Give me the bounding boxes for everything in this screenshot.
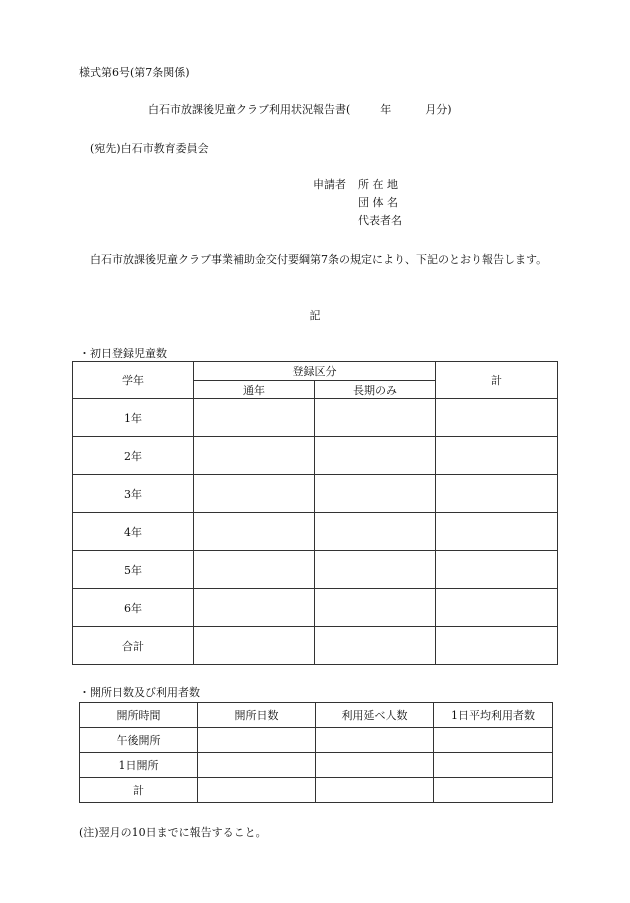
input-cell[interactable]	[194, 399, 315, 437]
header-total-users: 利用延べ人数	[316, 703, 434, 728]
row-label: 計	[80, 778, 198, 803]
applicant-label: 申請者	[313, 178, 346, 191]
opening-days-table	[79, 702, 553, 803]
input-cell[interactable]	[198, 753, 316, 778]
input-cell[interactable]	[194, 513, 315, 551]
header-opening-time: 開所時間	[80, 703, 198, 728]
input-cell[interactable]	[434, 753, 553, 778]
input-cell[interactable]	[315, 399, 436, 437]
row-label: 4年	[73, 513, 194, 551]
table-row	[73, 627, 558, 665]
input-cell[interactable]	[436, 513, 558, 551]
row-label: 3年	[73, 475, 194, 513]
registered-children-table	[72, 361, 558, 665]
input-cell[interactable]	[434, 778, 553, 803]
input-cell[interactable]	[194, 475, 315, 513]
input-cell[interactable]	[315, 627, 436, 665]
addressee: (宛先)白石市教育委員会	[90, 142, 209, 155]
table-row	[73, 437, 558, 475]
input-cell[interactable]	[315, 551, 436, 589]
input-cell[interactable]	[436, 399, 558, 437]
table-row	[80, 778, 553, 803]
table-row	[73, 475, 558, 513]
row-label: 午後開所	[80, 728, 198, 753]
table-row	[80, 728, 553, 753]
input-cell[interactable]	[194, 437, 315, 475]
input-cell[interactable]	[436, 589, 558, 627]
input-cell[interactable]	[315, 437, 436, 475]
applicant-block	[313, 176, 402, 230]
input-cell[interactable]	[434, 728, 553, 753]
row-label: 6年	[73, 589, 194, 627]
header-daily-average: 1日平均利用者数	[434, 703, 553, 728]
input-cell[interactable]	[436, 475, 558, 513]
table-row	[73, 551, 558, 589]
section2-title: ・開所日数及び利用者数	[79, 686, 200, 699]
ki-heading: 記	[309, 309, 321, 322]
applicant-field-representative: 代表者名	[358, 214, 402, 227]
title-year-label: 年	[380, 103, 392, 116]
input-cell[interactable]	[194, 627, 315, 665]
input-cell[interactable]	[316, 778, 434, 803]
form-number: 様式第6号(第7条関係)	[79, 66, 190, 79]
table-row	[73, 399, 558, 437]
header-regular: 通年	[194, 381, 315, 399]
header-long-term: 長期のみ	[315, 381, 436, 399]
row-label: 1年	[73, 399, 194, 437]
input-cell[interactable]	[194, 589, 315, 627]
header-grade: 学年	[73, 362, 194, 399]
row-label: 1日開所	[80, 753, 198, 778]
input-cell[interactable]	[436, 551, 558, 589]
footnote: (注)翌月の10日までに報告すること。	[79, 826, 267, 839]
input-cell[interactable]	[198, 728, 316, 753]
header-opening-days: 開所日数	[198, 703, 316, 728]
table-header-row	[73, 362, 558, 381]
title-main: 白石市放課後児童クラブ利用状況報告書(	[148, 103, 351, 116]
applicant-field-organization: 団 体 名	[358, 196, 398, 209]
row-label: 合計	[73, 627, 194, 665]
input-cell[interactable]	[436, 437, 558, 475]
applicant-field-address: 所 在 地	[358, 178, 398, 191]
section1-title: ・初日登録児童数	[79, 347, 167, 360]
input-cell[interactable]	[316, 753, 434, 778]
input-cell[interactable]	[315, 513, 436, 551]
page-title	[148, 101, 452, 117]
table-row	[80, 753, 553, 778]
input-cell[interactable]	[316, 728, 434, 753]
input-cell[interactable]	[436, 627, 558, 665]
input-cell[interactable]	[315, 475, 436, 513]
input-cell[interactable]	[198, 778, 316, 803]
table-header-row	[80, 703, 553, 728]
table-row	[73, 513, 558, 551]
input-cell[interactable]	[194, 551, 315, 589]
table-row	[73, 589, 558, 627]
row-label: 2年	[73, 437, 194, 475]
row-label: 5年	[73, 551, 194, 589]
title-month-label: 月分)	[425, 103, 452, 116]
body-text: 白石市放課後児童クラブ事業補助金交付要綱第7条の規定により、下記のとおり報告します。	[90, 253, 548, 266]
input-cell[interactable]	[315, 589, 436, 627]
header-total: 計	[436, 362, 558, 399]
header-category: 登録区分	[194, 362, 436, 381]
